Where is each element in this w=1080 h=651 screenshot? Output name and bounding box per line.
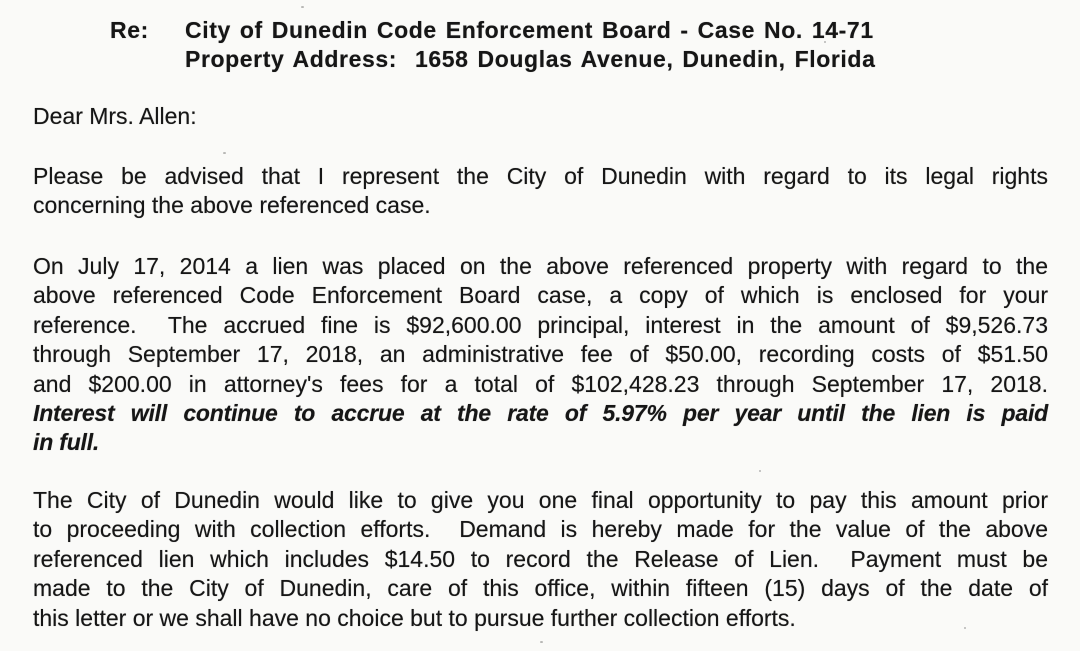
- scan-speck: [301, 6, 304, 8]
- letter-line: made to the City of Dunedin, care of this office, within fifteen (15) days of the date of: [33, 575, 1048, 602]
- letter-line: reference. The accrued fine is $92,600.00 principal, interest in the amount of $9,526.73: [33, 311, 1048, 338]
- letter-line: through September 17, 2018, an administrative fee of $50.00, recording costs of $51.50: [33, 341, 1048, 368]
- letter-line: in full.: [33, 429, 100, 456]
- reference-line: Property Address: 1658 Douglas Avenue, Dunedin, Florida: [185, 46, 876, 73]
- letter-line: concerning the above referenced case.: [33, 192, 431, 219]
- scan-speck: [824, 41, 826, 43]
- reference-block: [110, 16, 1048, 75]
- paragraph-lien-details: [33, 252, 1048, 458]
- letter-line: Please be advised that I represent the City of Dunedin with regard to its legal rights: [33, 163, 1048, 189]
- reference-lines: [185, 16, 1048, 75]
- letter-line: The City of Dunedin would like to give you one final opportunity to pay this amount prior: [33, 487, 1048, 513]
- scan-speck: [759, 470, 761, 472]
- scan-speck: [223, 152, 226, 154]
- scan-speck: [540, 641, 543, 643]
- letter-line: referenced lien which includes $14.50 to record the Release of Lien. Payment must be: [33, 545, 1048, 572]
- paragraph-demand: [33, 486, 1048, 633]
- letter-line: to proceeding with collection efforts. Demand is hereby made for the value of the above: [33, 516, 1048, 543]
- letter-line: above referenced Code Enforcement Board case, a copy of which is enclosed for your: [33, 282, 1048, 309]
- salutation: Dear Mrs. Allen:: [33, 103, 197, 129]
- letter-line: and $200.00 in attorney's fees for a total of $102,428.23 through September 17, 2018.: [33, 370, 1048, 397]
- reference-label: Re:: [110, 17, 149, 43]
- reference-line: City of Dunedin Code Enforcement Board - Case No. 14-71: [185, 17, 874, 43]
- letter-line: Interest will continue to accrue at the rate of 5.97% per year until the lien is paid: [33, 400, 1048, 427]
- scan-speck: [964, 627, 966, 629]
- letter-line: On July 17, 2014 a lien was placed on the above referenced property with regard to the: [33, 253, 1048, 279]
- paragraph-representation: [33, 162, 1048, 221]
- letter-line: this letter or we shall have no choice but to pursue further collection efforts.: [33, 604, 796, 631]
